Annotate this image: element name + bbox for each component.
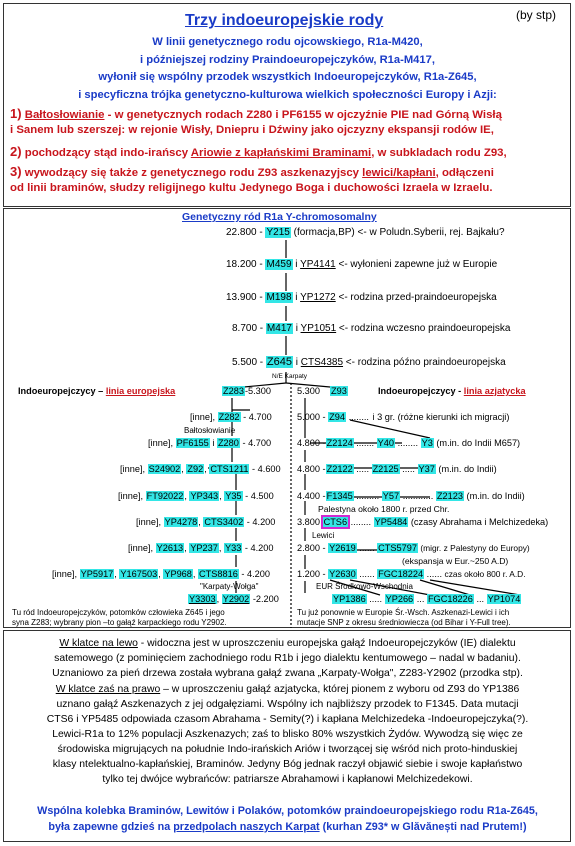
author-note: (by stp) [516, 8, 557, 22]
notes-paragraph-2: W klatce zaś na prawo – w uproszczeniu gałąź azjatycka, której pionem z wyboru od Z93 do YP1386 [55, 684, 520, 695]
notes-line: klasy ntelektualno-kapłańskiej, Braminów. Jedyny Bóg jednak raczył objawić siebie i swoje kapłaństwo [52, 759, 523, 770]
right-label: EUR Środkowo-Wschodnia [316, 582, 413, 591]
snp-tag: Y215 [266, 227, 290, 238]
notes-line: tylko tej dwójce wybrańców: patriarsze Abrahamowi i kapłanowi Melchizedekowi. [102, 774, 473, 785]
right-row: 3.800 CTS6 ........ YP5484 (czasy Abrahama i Melchizedeka) [297, 517, 549, 527]
notes-line: uznano gałąź Aszkenazych z jej odgałęziami. Wspólny ich najbliższy przodek to F1345. Data mutacji [56, 699, 519, 710]
left-row: [inne], FT92022, YP343, Y35 - 4.500 [118, 491, 274, 501]
notes-line: Lewici-R1a to 12% populacji Aszkenazych; zaś to blisko 80% wszystkich Żydów. Wywodzą się więc ze [52, 729, 523, 740]
left-branch-title: Indoeuropejczycy – linia europejska [18, 386, 176, 396]
left-row: [inne], YP4278, CTS3402 - 4.200 [136, 517, 276, 527]
snp-tag: Z645 [266, 356, 292, 368]
right-label: Lewici [312, 531, 335, 540]
header-item-1-cont: i Sanem lub szerszej: w rejonie Wisły, Dniepru i Dźwiny jako ojczyzny ekspansji rodów IE, [10, 124, 494, 136]
header-line-4: i specyficzna trójka genetyczno-kulturowa wielkich społeczności Europy i Azji: [78, 89, 497, 101]
trunk-row: 13.900 - M198 i YP1272 <- rodzina przed-praindoeuropejska [226, 292, 497, 303]
trunk-title: Genetyczny ród R1a Y-chromosomalny [182, 211, 377, 223]
left-label: "Karpaty-Wołga" [200, 582, 259, 591]
trunk-row: 8.700 - M417 i YP1051 <- rodzina wczesno praindoeuropejska [232, 323, 511, 334]
right-row: 5.000 - Z94 ........ i 3 gr. (różne kierunki ich migracji) [297, 412, 510, 422]
trunk-row: 22.800 - Y215 (formacja,BP) <- w Poludn.Syberii, rej. Bajkału? [226, 227, 505, 238]
snp-tag: M198 [266, 292, 292, 303]
right-foot-1: Tu już ponownie w Europie Śr.-Wsch. Aszkenazi-Lewici i ich [297, 608, 510, 617]
right-age: 5.300 [297, 386, 320, 396]
header-item-3: 3) wywodzący się także z genetycznego rodu Z93 aszkenazyjscy lewici/kapłani, odłączeni [10, 164, 494, 179]
right-root: Z93 [331, 386, 347, 396]
right-row: 4.800 -Z2122 ..... Z2125 ..... Y37 (m.in. do Indii) [297, 464, 497, 474]
right-row: 2.800 - Y2619 ...... CTS5797 (migr. z Palestyny do Europy) [297, 543, 530, 553]
notes-paragraph-1: W klatce na lewo - widoczna jest w uproszczeniu europejska gałąź Indoeuropejczyków (IE) dialektu [59, 638, 516, 649]
header-item-1: 1) Bałtosłowianie - w genetycznych rodach Z280 i PF6155 w ojczyźnie PIE nad Górną Wisłą [10, 106, 502, 121]
final-line-1: Wspólna kolebka Braminów, Lewitów i Polaków, potomków praindoeuropejskiego rodu R1a-Z645, [37, 805, 538, 817]
final-line-2: była zapewne gdzieś na przedpolach naszych Karpat (kurhan Z93* w Glăvănești nad Prutem!) [48, 821, 527, 833]
right-foot-2: mutacje SNP z okresu średniowiecza (od Bihar i Y-Full tree). [297, 618, 511, 627]
header-line-3: wyłonił się wspólny przodek wszystkich Indoeuropejczyków, R1a-Z645, [98, 71, 477, 83]
notes-line: Uznaniowo za pień drzewa została wybrana gałąź zwana „Karpaty-Wołga", Z283-Y2902 (przodka stp). [52, 668, 523, 679]
snp-tag: M459 [266, 259, 292, 270]
left-foot-1: Tu ród Indoeuropejczyków, potomków człowieka Z645 i jego [12, 608, 225, 617]
right-row: 4.400 -F1345 ......... Y57 ............ Z2123 (m.in. do Indii) [297, 491, 525, 501]
trunk-row: 18.200 - M459 i YP4141 <- wyłonieni zapewne już w Europie [226, 259, 498, 270]
left-row: [inne], Z282 - 4.700 [190, 412, 272, 422]
left-row: [inne], S24902, Z92, CTS1211 - 4.600 [120, 464, 281, 474]
header-item-2: 2) pochodzący stąd indo-irańscy Ariowie z kapłańskimi Braminami, w subkladach rodu Z93, [10, 144, 507, 159]
right-row: 1.200 - Y2630 ...... FGC18224 ...... czas około 800 r. A.D. [297, 569, 526, 579]
notes-line: środowiska migrujących na południe Indo-irańskich Ariów i tworzącej się wśród nich proto-hinduskiej [57, 744, 518, 755]
left-foot-2: syna Z283; wybrany pion –to gałąź karpackiego rodu Y2902. [12, 618, 227, 627]
trunk-row: 5.500 - Z645 i CTS4385 <- rodzina późno praindoeuropejska [232, 356, 506, 368]
right-row: YP1386 ..... YP266 ... FGC18226 ... YP1074 [333, 594, 521, 604]
left-row: [inne], PF6155 i Z280 - 4.700 [148, 438, 272, 448]
right-row: 4.800 -Z2124 ....... Y40 ........ Y3 (m.in. do Indii M657) [297, 438, 521, 448]
notes-line: CTS6 i YP5485 odpowiada czasom Abrahama - Semity(?) i kapłana Melchizedeka -Indoeuropejczyka(?). [46, 714, 529, 725]
left-row: Y3303, Y2902 -2.200 [189, 594, 279, 604]
right-label: Palestyna około 1800 r. przed Chr. [318, 504, 450, 514]
trunk-note: N/E Karpaty [272, 373, 308, 380]
header-item-3-cont: od linii braminów, słudzy religijnego kultu Jedynego Boga i duchowości Izraela w Izraelu. [10, 182, 493, 194]
left-root: Z283-5.300 [223, 386, 272, 396]
page-title: Trzy indoeuropejskie rody [185, 12, 384, 29]
left-label: Bałtosłowianie [184, 426, 236, 435]
left-row: [inne], Y2613, YP237, Y33 - 4.200 [128, 543, 274, 553]
header-line-1: W linii genetycznego rodu ojcowskiego, R1a-M420, [152, 36, 423, 48]
left-row: [inne], YP5917, Y167503, YP968, CTS8816 - 4.200 [52, 569, 271, 579]
snp-tag: M417 [266, 323, 292, 334]
right-label: (ekspansja w Eur.~250 A.D) [402, 556, 509, 566]
header-line-2: i późniejszej rodziny Praindoeuropejczyków, R1a-M417, [140, 54, 435, 66]
notes-line: satemowego (z pominięciem zachodniego rodu R1b i jego dialektu kentumowego – nadal w badaniu). [54, 653, 521, 664]
right-branch-title: Indoeuropejczycy - linia azjatycka [378, 386, 526, 396]
